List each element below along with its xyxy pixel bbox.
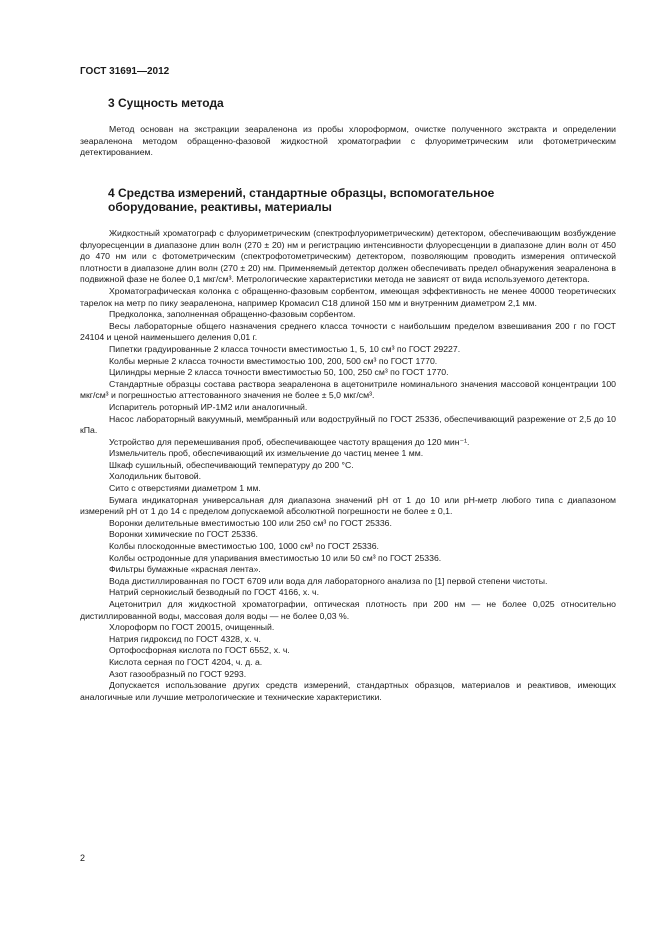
paragraph: Допускается использование других средств измерений, стандартных образцов, материалов и реактивов, имеющих аналогичные или лучшие метрологические и технические характеристики. xyxy=(80,680,616,702)
paragraph: Хроматографическая колонка с обращенно-фазовым сорбентом, имеющая эффективность не менее 40000 теоретических тарелок на метр по пику зеараленона, например Кромасил С18 длиной 150 мм и внутренним диаметром 2,1 мм. xyxy=(80,285,616,308)
paragraph: Испаритель роторный ИР-1М2 или аналогичный. xyxy=(109,401,308,412)
section-4-title: 4 Средства измерений, стандартные образцы, вспомогательное оборудование, реактивы, материалы xyxy=(108,186,495,214)
paragraph: Бумага индикаторная универсальная для диапазона значений рН от 1 до 10 или рН-метр любого типа с диапазоном измерений рН от 1 до 14 с пределом допускаемой абсолютной погрешности не более ± 0,1. xyxy=(80,494,616,517)
page-number: 2 xyxy=(80,853,86,863)
paragraph: Цилиндры мерные 2 класса точности вместимостью 50, 100, 250 см³ по ГОСТ 1770. xyxy=(109,367,449,378)
paragraph: Стандартные образцы состава раствора зеараленона в ацетонитриле номинального значения массовой концентрации 100 мкг/см³ и погрешностью аттестованного значения не более ± 5,0 мкг/см³. xyxy=(80,378,616,401)
section-4-body xyxy=(80,228,616,703)
paragraph: Колбы плоскодонные вместимостью 100, 1000 см³ по ГОСТ 25336. xyxy=(109,541,379,552)
paragraph: Измельчитель проб, обеспечивающий их измельчение до частиц менее 1 мм. xyxy=(109,448,424,459)
paragraph: Ацетонитрил для жидкостной хроматографии, оптическая плотность при 200 нм — не более 0,025 относительно дистиллированной воды, массовая доля воды — не более 0,03 %. xyxy=(80,599,616,621)
paragraph: Натрий сернокислый безводный по ГОСТ 4166, х. ч. xyxy=(109,587,319,598)
paragraph: Шкаф сушильный, обеспечивающий температуру до 200 °С. xyxy=(109,459,354,470)
paragraph: Азот газообразный по ГОСТ 9293. xyxy=(109,668,247,679)
paragraph: Фильтры бумажные «красная лента». xyxy=(109,564,261,575)
paragraph: Холодильник бытовой. xyxy=(109,471,202,482)
paragraph: Устройство для перемешивания проб, обеспечивающее частоту вращения до 120 мин⁻¹. xyxy=(109,436,470,447)
paragraph: Воронки делительные вместимостью 100 или 250 см³ по ГОСТ 25336. xyxy=(109,517,392,528)
paragraph: Хлороформ по ГОСТ 20015, очищенный. xyxy=(109,622,275,633)
document-header: ГОСТ 31691—2012 xyxy=(80,66,170,77)
section-3-title: 3 Сущность метода xyxy=(108,96,224,110)
paragraph: Воронки химические по ГОСТ 25336. xyxy=(109,529,258,540)
paragraph: Жидкостный хроматограф с флуориметрическим (спектрофлуориметрическим) детектором, обеспечивающим возбуждение флуоресценции в диапазоне длин волн (270 ± 20) нм и регистрацию интенсивности флуоресценции в диапазоне длин волн от 450 до 470 нм или с фотометрическим (спектрофотометрическим) детектором, позволяющим проводить измерения оптической плотности в диапазоне длин волн (270 ± 20) нм. Применяемый детектор должен обеспечивать предел обнаружения зеараленона в подвижной фазе не более 0,1 мкг/см³. Метрологические характеристики метода не зависят от вида используемого детектора. xyxy=(80,228,616,285)
paragraph: Пипетки градуированные 2 класса точности вместимостью 1, 5, 10 см³ по ГОСТ 29227. xyxy=(109,343,461,354)
paragraph: Метод основан на экстракции зеараленона из пробы хлороформом, очистке полученного экстракта и определении зеараленона методом обращенно-фазовой жидкостной хроматографии с флуориметрическим или фотометрическим детектированием. xyxy=(80,124,616,158)
paragraph: Сито с отверстиями диаметром 1 мм. xyxy=(109,483,261,494)
paragraph: Насос лабораторный вакуумный, мембранный или водоструйный по ГОСТ 25336, обеспечивающий разрежение от 2,5 до 10 кПа. xyxy=(80,413,616,436)
paragraph: Натрия гидроксид по ГОСТ 4328, х. ч. xyxy=(109,633,261,644)
paragraph: Кислота серная по ГОСТ 4204, ч. д. а. xyxy=(109,656,263,667)
paragraph: Колбы мерные 2 класса точности вместимостью 100, 200, 500 см³ по ГОСТ 1770. xyxy=(109,355,438,366)
section-3-body xyxy=(80,124,616,159)
paragraph: Ортофосфорная кислота по ГОСТ 6552, х. ч. xyxy=(109,645,290,656)
paragraph: Вода дистиллированная по ГОСТ 6709 или вода для лабораторного анализа по [1] первой степени чистоты. xyxy=(109,575,548,586)
paragraph: Колбы остродонные для упаривания вместимостью 10 или 50 см³ по ГОСТ 25336. xyxy=(109,552,442,563)
paragraph: Весы лабораторные общего назначения среднего класса точности с наибольшим пределом взвешивания 200 г по ГОСТ 24104 и ценой наименьшего деления 0,01 г. xyxy=(80,320,616,343)
paragraph: Предколонка, заполненная обращенно-фазовым сорбентом. xyxy=(109,309,356,320)
